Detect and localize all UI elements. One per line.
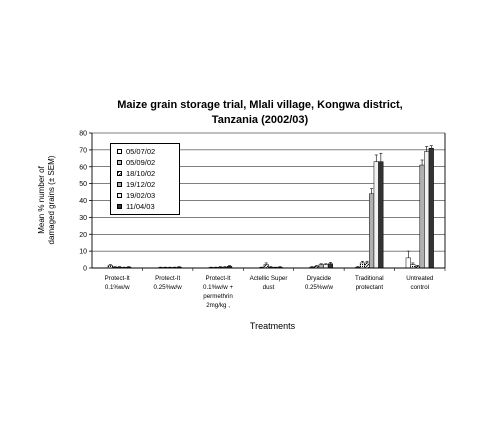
y-tick-label: 50 <box>79 181 87 189</box>
legend-label: 18/10/02 <box>126 169 156 178</box>
legend-item <box>117 201 179 212</box>
bar <box>328 264 333 268</box>
y-tick-label: 0 <box>83 265 87 273</box>
legend-item <box>117 168 179 179</box>
x-category-label: Untreated control <box>406 275 434 291</box>
legend-item <box>117 179 179 190</box>
bar <box>424 152 429 268</box>
x-category-label: Protect-It 0.25%w/w <box>153 275 182 291</box>
bar <box>319 265 324 268</box>
legend-label: 19/12/02 <box>126 180 156 189</box>
bar <box>429 148 434 268</box>
y-tick-label: 10 <box>79 248 87 256</box>
bar <box>379 162 384 268</box>
y-axis-label-line-2: damaged grains (± SEM) <box>47 155 56 245</box>
bar <box>360 263 365 268</box>
legend-item <box>117 157 179 168</box>
bar <box>420 165 425 268</box>
bar <box>406 258 411 268</box>
y-tick-label: 70 <box>79 147 87 155</box>
y-tick-label: 40 <box>79 198 87 205</box>
bar <box>374 162 379 268</box>
x-category-label: Traditional protectant <box>355 275 384 291</box>
legend-item <box>117 146 179 157</box>
y-tick-label: 60 <box>79 164 87 172</box>
chart-title-line-2: Tanzania (2002/03) <box>211 114 309 126</box>
legend-label: 05/07/02 <box>126 147 156 156</box>
legend-swatch <box>117 171 122 176</box>
x-axis-label: Treatments <box>249 321 296 331</box>
legend-swatch <box>117 193 122 198</box>
x-category-label: Protect-It 0.1%w/w + permethrin 2mg/kg , <box>203 275 234 309</box>
bar <box>324 265 329 268</box>
legend <box>110 143 180 215</box>
legend-swatch <box>117 182 122 187</box>
legend-swatch <box>117 149 122 154</box>
y-axis-label-line-1: Mean % number of <box>37 166 46 234</box>
bar <box>264 265 269 268</box>
legend-swatch <box>117 160 122 165</box>
legend-swatch <box>117 204 122 209</box>
legend-item <box>117 190 179 201</box>
legend-label: 11/04/03 <box>126 202 155 211</box>
y-tick-label: 30 <box>79 214 87 222</box>
bar <box>411 265 416 268</box>
x-category-label: Actellic Super dust <box>249 275 288 291</box>
bar <box>369 194 374 268</box>
legend-label: 19/02/03 <box>126 191 156 200</box>
bar <box>365 263 370 268</box>
legend-label: 05/09/02 <box>126 158 156 167</box>
chart-title-line-1: Maize grain storage trial, Mlali village, Kongwa district, <box>117 99 403 111</box>
y-tick-label: 80 <box>79 130 87 138</box>
x-category-label: Dryacide 0.25%w/w <box>304 275 334 291</box>
y-tick-label: 20 <box>79 231 87 239</box>
x-category-label: Protect-It 0.1%w/w <box>104 275 130 291</box>
